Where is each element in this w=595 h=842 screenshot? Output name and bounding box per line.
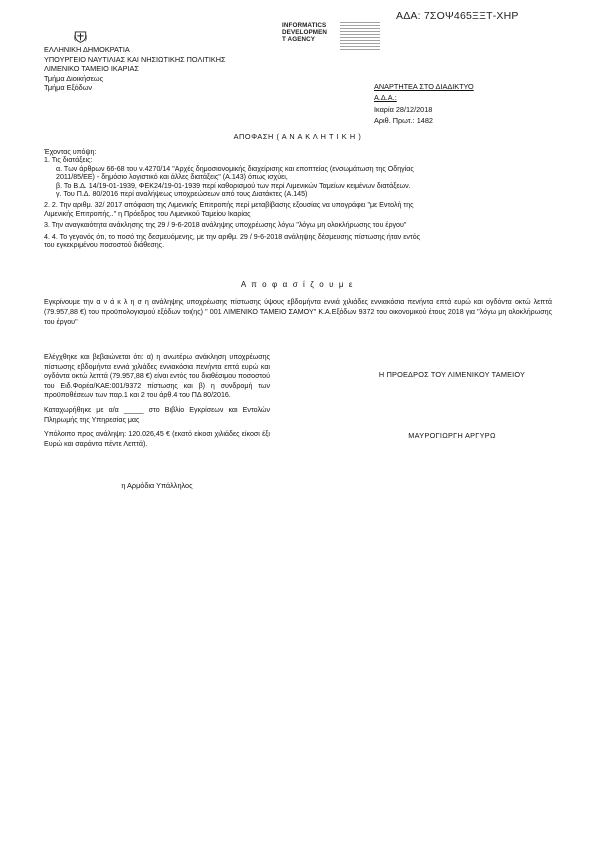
decision-heading: Α π ο φ α σ ί ζ ο υ μ ε [240,280,355,289]
place-date: Ικαρία 28/12/2018 [374,104,433,114]
consideration-line: 4. 4. Το γεγονός ότι, το ποσό της δεσμευόμενης, με την αριθμ. 29 / 9-6-2018 ανάληψης δέσμευσης πίστωσης ήταν εντός [44,232,421,241]
registration-text: Καταχωρήθηκε με α/α _____ στο Βιβλίο Εγκρίσεων και Εντολών Πληρωμής της Υπηρεσίας μας [44,405,270,424]
greek-emblem-icon [74,30,87,43]
stamp-line: T AGENCY [282,36,316,44]
verification-section [44,353,270,454]
reference-block [374,81,474,127]
approval-paragraph: Εγκρίνουμε την α ν ά κ λ η σ η ανάληψης υποχρέωσης πίστωσης ύψους εβδομήντα εννιά χιλιάδες εννιακόσια πενήντα επτά ευρώ και ογδόντα οκτώ λεπτά (79.957,88 €) του προϋπολογισμού εξόδων τοι(ης) " 001 ΛΙΜΕΝΙΚΟ ΤΑΜΕΙΟ ΣΑΜΟΥ" Κ.Α.Εξόδων 9372 του οικονομικού έτους 2018 για "λόγω μη ολοκλήρωσης του έργου" [44,298,552,326]
issuer-line: ΥΠΟΥΡΓΕΙΟ ΝΑΥΤΙΛΙΑΣ ΚΑΙ ΝΗΣΙΩΤΙΚΗΣ ΠΟΛΙΤΙΚΗΣ [44,54,226,64]
issuer-line: ΕΛΛΗΝΙΚΗ ΔΗΜΟΚΡΑΤΙΑ [44,45,130,54]
consideration-line: 2011/85/ΕΕ) - δημόσιο λογιστικό και άλλες διατάξεις" (Α.143) όπως ισχύει, [56,173,288,182]
issuer-line: ΛΙΜΕΝΙΚΟ ΤΑΜΕΙΟ ΙΚΑΡΙΑΣ [44,64,139,74]
post-online-notice: ΑΝΑΡΤΗΤΕΑ ΣΤΟ ΔΙΑΔΙΚΤΥΟ [374,82,474,91]
informatics-agency-stamp [282,22,378,48]
protocol-number: Αριθ. Πρωτ.: 1482 [374,116,433,126]
consideration-line: β. Το Β.Δ. 14/19-01-1939, ΦΕΚ24/19-01-1939 περί καθορισμού των περί Λιμενικών Ταμείων κειμένων διατάξεων. [56,181,411,190]
stamp-fine-print [340,22,380,50]
considerations-label: Έχοντας υπόψη: [44,148,97,156]
signatory-name: ΜΑΥΡΟΓΙΩΡΓΗ ΑΡΓΥΡΩ [408,431,496,440]
issuer-line: Τμήμα Εξόδων [44,83,93,93]
consideration-line: του εγκεκριμένου ποσοστού διάθεσης. [44,241,165,250]
responsible-clerk: η Αρμόδια Υπάλληλος [121,481,193,490]
considerations-section [44,148,554,249]
consideration-line: 1. Τις διατάξεις: [44,156,93,165]
ada-label: Α.Δ.Α.: [374,93,397,103]
document-title: ΑΠΟΦΑΣΗ ( Α Ν Α Κ Λ Η Τ Ι Κ Η ) [233,132,362,141]
stamp-line: INFORMATICS [282,22,327,29]
consideration-line: γ. Του Π.Δ. 80/2016 περί αναλήψεως υποχρεώσεων από τους Διατάκτες (Α.145) [56,190,308,199]
consideration-line: 3. Την αναγκαιότητα ανάκλησης της 29 / 9-6-2018 ανάληψης υποχρέωσης λόγω "λόγω μη ολοκλήρωσης του έργου" [44,221,407,230]
considerations-list [44,156,554,249]
issuing-authority [44,45,226,93]
remaining-balance-text: Υπόλοιπο προς ανάληψη: 120.026,45 € (εκατό είκοσι χιλιάδες είκοσι έξι Ευρώ και σαράντα πέντε Λεπτά). [44,430,270,448]
consideration-line: Λιμενικής Επιτροπής.." η Πρόεδρος του Λιμενικού Ταμείου Ικαρίας [44,209,251,218]
consideration-line: α. Των άρθρων 66-68 του ν.4270/14 "Αρχές δημοσιονομικής διαχείρισης και εποπτείας (ενσωμάτωση της Οδηγίας [56,164,414,173]
stamp-line: DEVELOPMEN [282,29,328,37]
ada-code: ΑΔΑ: 7ΣΟΨ465ΞΞΤ-ΧΗΡ [396,10,519,22]
consideration-line: 2. 2. Την αριθμ. 32/ 2017 απόφαση της Λιμενικής Επιτροπής περί μεταβίβασης εξουσίας να υπογράφει "με Εντολή της [44,201,414,210]
verification-text: Ελέγχθηκε και βεβαιώνεται ότι: α) η ανωτέρω ανάκληση υποχρέωσης πίστωσης εβδομήντα εννιά χιλιάδες εννιακόσια πενήντα επτά ευρώ και ογδόντα οκτώ λεπτά (79.957,88 €) είναι εντός του διαθέσιμου ποσοστού του Ειδ.Φορέα/ΚΑΕ:001/9372 πίστωσης και β) η συνδρομή των προϋποθέσεων των παρ.1 και 2 του άρθ.4 του ΠΔ 80/2016. [44,353,270,400]
signatory-title: Η ΠΡΟΕΔΡΟΣ ΤΟΥ ΛΙΜΕΝΙΚΟΥ ΤΑΜΕΙΟΥ [378,370,526,379]
issuer-line: Τμήμα Διοικήσεως [44,73,104,83]
